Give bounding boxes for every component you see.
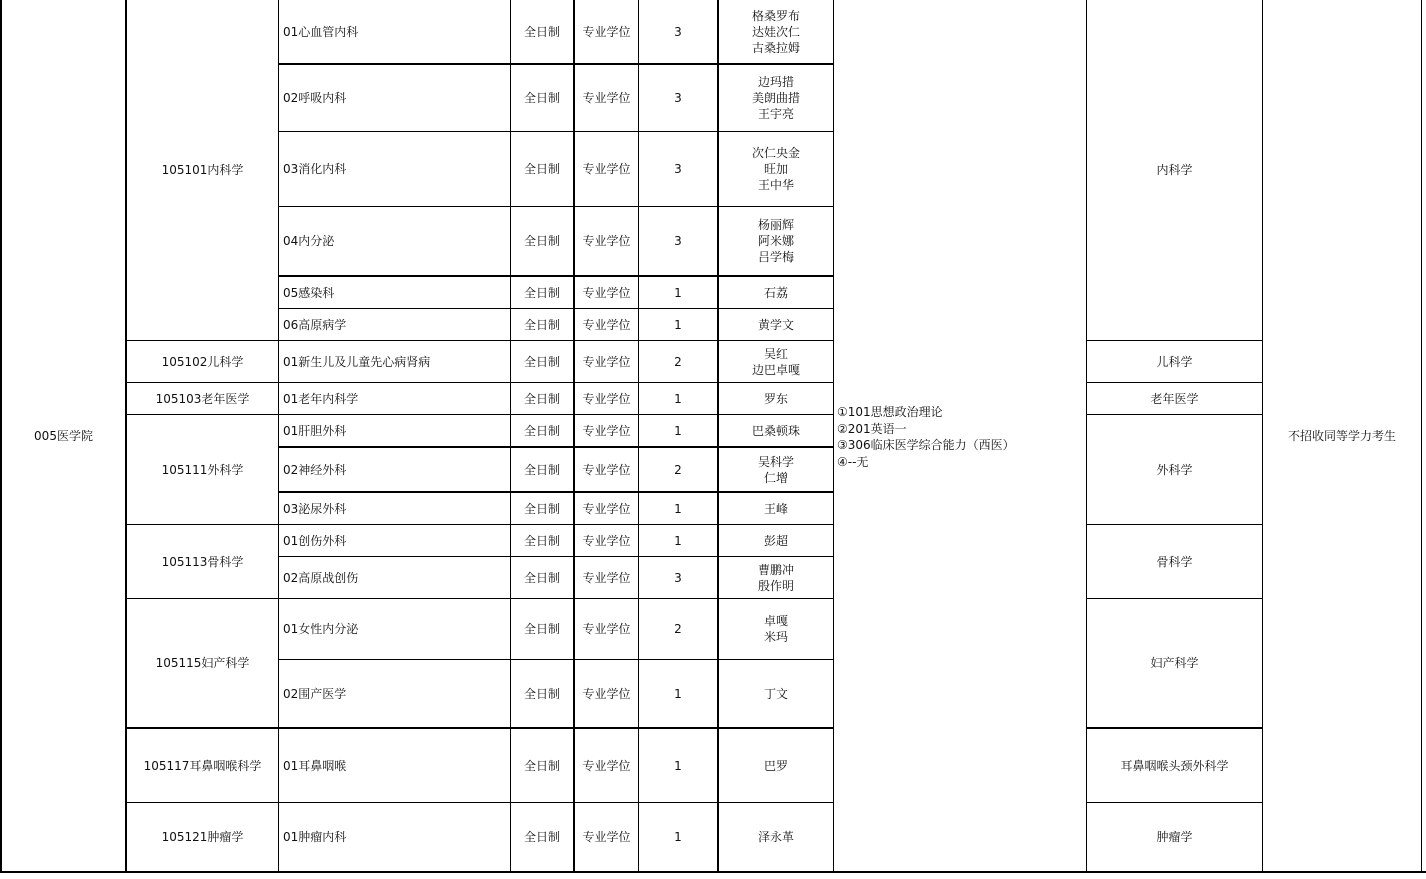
count-cell: 1 <box>674 285 682 300</box>
mode-cell: 全日制 <box>523 830 560 844</box>
direction-cell: 01肿瘤内科 <box>283 830 347 844</box>
tutor-cell <box>719 277 833 308</box>
mode-cell: 全日制 <box>523 234 560 248</box>
tutor-cell <box>719 660 833 727</box>
tutor-name: 仁增 <box>763 470 788 485</box>
grid-line <box>0 871 1426 873</box>
direction-cell: 03泌尿外科 <box>283 501 347 516</box>
mode-cell: 全日制 <box>523 501 560 516</box>
tutor-cell <box>719 341 833 382</box>
mode-cell: 全日制 <box>523 462 560 477</box>
type-cell: 专业学位 <box>582 24 631 39</box>
tutor-name: 美朗曲措 <box>751 91 800 105</box>
tutor-name: 王峰 <box>763 501 788 516</box>
direction-cell: 01肝胆外科 <box>283 423 347 438</box>
tutor-name: 彭超 <box>763 533 788 548</box>
tutor-name: 格桑罗布 <box>751 8 800 23</box>
type-cell: 专业学位 <box>582 462 631 477</box>
tutor-name: 罗东 <box>763 391 788 406</box>
count-cell: 2 <box>674 462 682 477</box>
mode-cell: 全日制 <box>523 354 560 369</box>
mode-cell: 全日制 <box>523 91 560 105</box>
type-cell: 专业学位 <box>582 162 631 176</box>
subject-cell: 肿瘤学 <box>1156 830 1193 844</box>
major-cell: 105117耳鼻咽喉科学 <box>143 758 262 773</box>
type-cell: 专业学位 <box>582 758 631 773</box>
tutor-cell <box>719 415 833 446</box>
tutor-cell <box>719 557 833 598</box>
count-cell: 1 <box>674 758 682 773</box>
tutor-name: 巴桑顿珠 <box>751 423 800 438</box>
major-cell: 105101内科学 <box>161 163 244 177</box>
subject-cell: 耳鼻咽喉头颈外科学 <box>1120 758 1229 773</box>
tutor-cell <box>719 525 833 556</box>
exam-subjects <box>837 404 1082 470</box>
exam-subject-item: ④--无 <box>837 454 869 469</box>
tutor-name: 次仁央金 <box>751 146 800 160</box>
tutor-name: 吴科学 <box>757 454 794 469</box>
subject-cell: 妇产科学 <box>1150 656 1199 670</box>
tutor-cell <box>719 803 833 871</box>
mode-cell: 全日制 <box>523 285 560 300</box>
note-cell: 不招收同等学力考生 <box>1287 428 1396 443</box>
count-cell: 1 <box>674 423 682 438</box>
type-cell: 专业学位 <box>582 354 631 369</box>
direction-cell: 03消化内科 <box>283 162 347 176</box>
tutor-cell <box>719 493 833 524</box>
tutor-name: 旺加 <box>763 162 788 176</box>
major-cell: 105121肿瘤学 <box>161 830 244 844</box>
type-cell: 专业学位 <box>582 622 631 636</box>
direction-cell: 01耳鼻咽喉 <box>283 758 347 773</box>
count-cell: 2 <box>674 354 682 369</box>
count-cell: 1 <box>674 686 682 701</box>
mode-cell: 全日制 <box>523 622 560 636</box>
tutor-cell <box>719 383 833 414</box>
major-cell: 105111外科学 <box>161 462 244 477</box>
type-cell: 专业学位 <box>582 285 631 300</box>
mode-cell: 全日制 <box>523 686 560 701</box>
direction-cell: 01老年内科学 <box>283 391 359 406</box>
major-cell: 105102儿科学 <box>161 354 244 369</box>
tutor-name: 曹鹏冲 <box>757 562 794 577</box>
exam-subject-item: ①101思想政治理论 <box>837 405 943 419</box>
tutor-name: 黄学文 <box>757 317 794 332</box>
direction-cell: 01心血管内科 <box>283 24 359 39</box>
subject-cell: 老年医学 <box>1150 391 1199 406</box>
tutor-name: 石荔 <box>763 285 788 300</box>
count-cell: 3 <box>674 234 682 248</box>
direction-cell: 04内分泌 <box>283 234 335 248</box>
subject-cell: 骨科学 <box>1156 554 1193 569</box>
tutor-cell <box>719 599 833 659</box>
mode-cell: 全日制 <box>523 533 560 548</box>
mode-cell: 全日制 <box>523 317 560 332</box>
count-cell: 1 <box>674 830 682 844</box>
tutor-cell <box>719 0 833 63</box>
tutor-cell <box>719 729 833 802</box>
type-cell: 专业学位 <box>582 91 631 105</box>
tutor-name: 巴罗 <box>763 758 788 773</box>
type-cell: 专业学位 <box>582 391 631 406</box>
mode-cell: 全日制 <box>523 423 560 438</box>
tutor-name: 米玛 <box>763 630 788 644</box>
tutor-cell <box>719 207 833 275</box>
tutor-name: 边玛措 <box>757 75 794 89</box>
direction-cell: 02神经外科 <box>283 462 347 477</box>
tutor-cell <box>719 448 833 491</box>
mode-cell: 全日制 <box>523 570 560 585</box>
grid-line <box>1421 0 1422 873</box>
exam-subject-item: ③306临床医学综合能力（西医） <box>837 438 1015 452</box>
tutor-name: 吴红 <box>763 346 788 361</box>
count-cell: 1 <box>674 391 682 406</box>
tutor-name: 殷作明 <box>757 578 794 593</box>
direction-cell: 02高原战创伤 <box>283 570 359 585</box>
type-cell: 专业学位 <box>582 570 631 585</box>
major-cell: 105113骨科学 <box>161 554 244 569</box>
tutor-cell <box>719 309 833 340</box>
tutor-name: 杨丽辉 <box>757 218 794 232</box>
subject-cell: 外科学 <box>1156 462 1193 477</box>
type-cell: 专业学位 <box>582 423 631 438</box>
tutor-name: 卓嘎 <box>763 614 788 628</box>
mode-cell: 全日制 <box>523 162 560 176</box>
count-cell: 1 <box>674 317 682 332</box>
count-cell: 3 <box>674 24 682 39</box>
exam-subject-item: ②201英语一 <box>837 421 907 436</box>
type-cell: 专业学位 <box>582 533 631 548</box>
type-cell: 专业学位 <box>582 830 631 844</box>
direction-cell: 02围产医学 <box>283 686 347 701</box>
type-cell: 专业学位 <box>582 686 631 701</box>
direction-cell: 01女性内分泌 <box>283 622 359 636</box>
mode-cell: 全日制 <box>523 391 560 406</box>
mode-cell: 全日制 <box>523 758 560 773</box>
tutor-name: 古桑拉姆 <box>751 40 800 55</box>
tutor-name: 泽永革 <box>757 830 794 844</box>
tutor-cell <box>719 65 833 131</box>
direction-cell: 05感染科 <box>283 285 335 300</box>
tutor-cell <box>719 132 833 206</box>
direction-cell: 02呼吸内科 <box>283 91 347 105</box>
type-cell: 专业学位 <box>582 234 631 248</box>
count-cell: 1 <box>674 501 682 516</box>
count-cell: 3 <box>674 91 682 105</box>
direction-cell: 06高原病学 <box>283 317 347 332</box>
tutor-name: 吕学梅 <box>757 250 794 264</box>
count-cell: 1 <box>674 533 682 548</box>
tutor-name: 阿米娜 <box>757 234 794 248</box>
tutor-name: 达娃次仁 <box>751 24 800 39</box>
subject-cell: 内科学 <box>1156 163 1193 177</box>
count-cell: 3 <box>674 162 682 176</box>
tutor-name: 丁文 <box>763 686 788 701</box>
tutor-name: 边巴卓嘎 <box>751 362 800 377</box>
school-cell: 005医学院 <box>34 428 93 443</box>
direction-cell: 01创伤外科 <box>283 533 347 548</box>
direction-cell: 01新生儿及儿童先心病肾病 <box>283 354 431 369</box>
type-cell: 专业学位 <box>582 501 631 516</box>
type-cell: 专业学位 <box>582 317 631 332</box>
tutor-name: 王宇亮 <box>757 107 794 121</box>
major-cell: 105103老年医学 <box>155 391 250 406</box>
mode-cell: 全日制 <box>523 24 560 39</box>
count-cell: 3 <box>674 570 682 585</box>
tutor-name: 王中华 <box>757 178 794 192</box>
major-cell: 105115妇产科学 <box>155 656 250 670</box>
count-cell: 2 <box>674 622 682 636</box>
subject-cell: 儿科学 <box>1156 354 1193 369</box>
